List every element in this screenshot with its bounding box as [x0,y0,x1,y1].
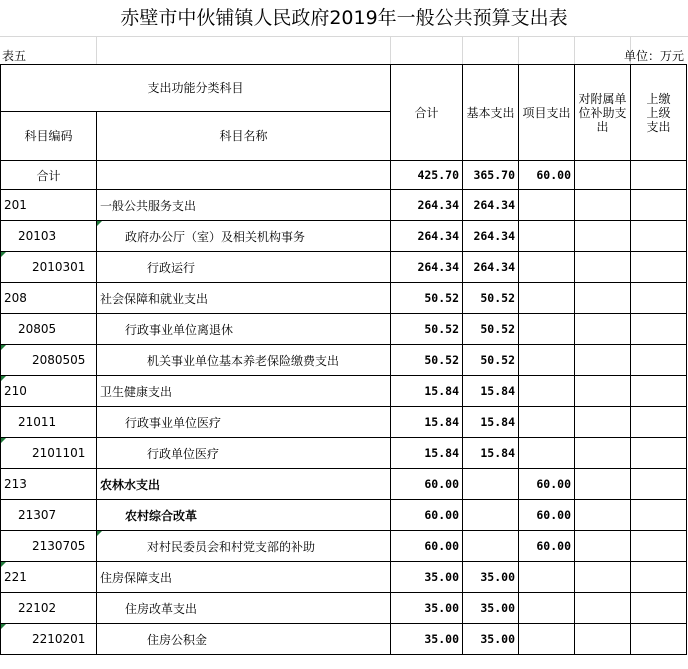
cell-total-text: 264.34 [417,260,459,274]
grid-line [462,36,463,64]
cell-total-text: 60.00 [424,508,459,522]
cell-basic-text: 264.34 [473,198,515,212]
cell-name-text: 住房保障支出 [100,570,173,585]
cell-total [391,345,463,376]
cell-name [97,190,391,221]
cell-code [1,161,97,190]
cell-total [391,593,463,624]
cell-upper [631,469,687,500]
cell-name-text: 对村民委员会和村党支部的补助 [147,539,316,554]
cell-basic [463,314,519,345]
cell-indicator-icon [1,438,6,443]
cell-basic [463,161,519,190]
budget-table [0,64,687,655]
cell-total-text: 60.00 [424,539,459,553]
cell-project [519,407,575,438]
cell-subsidy [575,221,631,252]
cell-code-text: 21011 [18,415,57,429]
cell-project [519,345,575,376]
cell-subsidy [575,314,631,345]
header-name: 科目名称 [97,112,391,161]
cell-total-text: 35.00 [424,601,459,615]
cell-name-text: 卫生健康支出 [100,384,173,399]
cell-name [97,161,391,190]
cell-code-text: 20805 [18,322,57,336]
cell-name-text: 行政单位医疗 [147,446,220,461]
cell-basic [463,283,519,314]
header-project: 项目支出 [519,65,575,161]
header-subsidy: 对附属单位补助支出 [575,65,631,161]
table-number: 表五 [2,49,27,63]
cell-basic-text: 15.84 [480,446,515,460]
cell-name [97,562,391,593]
cell-project [519,283,575,314]
cell-upper [631,500,687,531]
cell-subsidy [575,531,631,562]
cell-basic [463,190,519,221]
cell-project [519,376,575,407]
cell-code [1,407,97,438]
cell-subsidy [575,593,631,624]
cell-upper [631,283,687,314]
cell-name-text: 社会保障和就业支出 [100,291,209,306]
table-row [1,283,687,314]
cell-basic [463,438,519,469]
cell-name [97,438,391,469]
cell-name [97,283,391,314]
table-row [1,161,687,190]
cell-indicator-icon [1,345,6,350]
cell-total-text: 15.84 [424,446,459,460]
cell-subsidy [575,438,631,469]
cell-subsidy [575,624,631,655]
cell-total [391,531,463,562]
cell-project-text: 60.00 [536,508,571,522]
table-row [1,376,687,407]
cell-total [391,438,463,469]
cell-project [519,593,575,624]
page-title: 赤壁市中伙铺镇人民政府2019年一般公共预算支出表 [120,7,568,29]
cell-basic-text: 264.34 [473,260,515,274]
cell-total-text: 15.84 [424,384,459,398]
grid-line [518,36,519,64]
table-row [1,593,687,624]
cell-code-text: 合计 [36,168,61,183]
cell-name-text: 行政事业单位离退休 [125,322,234,337]
cell-indicator-icon [1,252,6,257]
cell-indicator-icon [97,531,102,536]
cell-upper [631,376,687,407]
cell-name [97,376,391,407]
cell-name-text: 农村综合改革 [125,508,198,523]
table-row [1,438,687,469]
cell-basic [463,345,519,376]
cell-project [519,252,575,283]
cell-project [519,438,575,469]
cell-upper [631,407,687,438]
table-row [1,500,687,531]
cell-name-text: 一般公共服务支出 [100,198,197,213]
cell-basic-text: 50.52 [480,353,515,367]
table-row [1,531,687,562]
cell-total-text: 35.00 [424,632,459,646]
cell-code-text: 2130705 [32,539,86,553]
cell-indicator-icon [97,221,102,226]
cell-name [97,624,391,655]
cell-basic [463,221,519,252]
cell-code [1,562,97,593]
cell-code-text: 2101101 [32,446,86,460]
cell-basic-text: 50.52 [480,291,515,305]
table-row [1,562,687,593]
cell-subsidy [575,161,631,190]
cell-code [1,500,97,531]
cell-basic-text: 365.70 [473,168,515,182]
cell-code [1,593,97,624]
cell-basic [463,500,519,531]
table-row [1,252,687,283]
cell-name-text: 住房改革支出 [125,601,198,616]
cell-code-text: 221 [4,570,27,584]
header-code: 科目编码 [1,112,97,161]
cell-upper [631,190,687,221]
cell-upper [631,531,687,562]
cell-upper [631,161,687,190]
cell-name-text: 农林水支出 [100,477,161,492]
cell-total [391,407,463,438]
cell-basic-text: 35.00 [480,601,515,615]
cell-project [519,469,575,500]
table-row [1,221,687,252]
cell-code-text: 2210201 [32,632,86,646]
cell-name-text: 机关事业单位基本养老保险缴费支出 [147,353,340,368]
cell-name [97,593,391,624]
cell-name [97,252,391,283]
cell-total [391,376,463,407]
cell-code-text: 2010301 [32,260,86,274]
cell-code [1,531,97,562]
cell-total [391,221,463,252]
cell-total-text: 264.34 [417,198,459,212]
cell-name-text: 行政运行 [147,260,196,275]
cell-code [1,624,97,655]
grid-line [96,36,97,64]
unit-label: 单位：万元 [623,49,684,63]
cell-total-text: 264.34 [417,229,459,243]
cell-total [391,500,463,531]
cell-upper [631,221,687,252]
cell-basic [463,407,519,438]
cell-basic [463,593,519,624]
cell-project [519,624,575,655]
cell-basic-text: 35.00 [480,570,515,584]
cell-code-text: 210 [4,384,27,398]
cell-subsidy [575,376,631,407]
cell-code-text: 2080505 [32,353,86,367]
cell-name [97,469,391,500]
cell-indicator-icon [1,376,6,381]
cell-name [97,314,391,345]
cell-name-text: 住房公积金 [147,632,208,647]
cell-basic [463,376,519,407]
cell-name [97,500,391,531]
cell-name [97,345,391,376]
cell-project-text: 60.00 [536,477,571,491]
grid-line [574,36,575,64]
cell-basic-text: 15.84 [480,384,515,398]
cell-subsidy [575,345,631,376]
cell-code-text: 20103 [18,229,57,243]
cell-upper [631,252,687,283]
table-row [1,190,687,221]
cell-total-text: 50.52 [424,353,459,367]
cell-upper [631,624,687,655]
cell-project [519,221,575,252]
header-category: 支出功能分类科目 [1,65,391,112]
cell-name-text: 政府办公厅（室）及相关机构事务 [125,229,306,244]
cell-project-text: 60.00 [536,168,571,182]
cell-upper [631,314,687,345]
cell-subsidy [575,562,631,593]
cell-basic-text: 35.00 [480,632,515,646]
cell-project [519,500,575,531]
table-row [1,407,687,438]
cell-indicator-icon [1,562,6,567]
cell-total-text: 50.52 [424,291,459,305]
cell-code [1,283,97,314]
grid-line [0,36,688,37]
table-row [1,469,687,500]
table-row [1,624,687,655]
cell-code [1,438,97,469]
cell-subsidy [575,283,631,314]
cell-subsidy [575,190,631,221]
cell-total [391,314,463,345]
cell-name [97,221,391,252]
cell-name [97,407,391,438]
table-row [1,314,687,345]
cell-name [97,531,391,562]
cell-project [519,161,575,190]
cell-indicator-icon [1,624,6,629]
cell-code-text: 213 [4,477,27,491]
cell-total-text: 15.84 [424,415,459,429]
header-basic: 基本支出 [463,65,519,161]
cell-code-text: 208 [4,291,27,305]
cell-subsidy [575,469,631,500]
cell-total [391,252,463,283]
cell-total [391,624,463,655]
cell-code [1,376,97,407]
cell-project [519,531,575,562]
cell-total [391,190,463,221]
cell-project [519,314,575,345]
cell-code-text: 21307 [18,508,57,522]
cell-basic [463,531,519,562]
cell-code-text: 201 [4,198,27,212]
cell-upper [631,562,687,593]
header-upper: 上缴上级支出 [631,65,687,161]
cell-subsidy [575,407,631,438]
cell-code [1,314,97,345]
cell-basic [463,624,519,655]
cell-basic [463,252,519,283]
cell-subsidy [575,500,631,531]
cell-subsidy [575,252,631,283]
header-total: 合计 [391,65,463,161]
cell-total [391,469,463,500]
cell-basic [463,562,519,593]
cell-total [391,562,463,593]
cell-total [391,161,463,190]
cell-project [519,562,575,593]
grid-line [390,36,391,64]
cell-name-text: 行政事业单位医疗 [125,415,222,430]
cell-basic-text: 264.34 [473,229,515,243]
cell-total-text: 35.00 [424,570,459,584]
cell-upper [631,593,687,624]
cell-code [1,469,97,500]
cell-code [1,221,97,252]
table-row [1,345,687,376]
cell-code [1,190,97,221]
cell-basic-text: 50.52 [480,322,515,336]
cell-code-text: 22102 [18,601,57,615]
cell-code [1,345,97,376]
cell-total-text: 425.70 [417,168,459,182]
cell-basic-text: 15.84 [480,415,515,429]
cell-project-text: 60.00 [536,539,571,553]
cell-upper [631,345,687,376]
cell-project [519,190,575,221]
cell-code [1,252,97,283]
cell-total-text: 60.00 [424,477,459,491]
cell-total-text: 50.52 [424,322,459,336]
cell-upper [631,438,687,469]
cell-total [391,283,463,314]
cell-basic [463,469,519,500]
